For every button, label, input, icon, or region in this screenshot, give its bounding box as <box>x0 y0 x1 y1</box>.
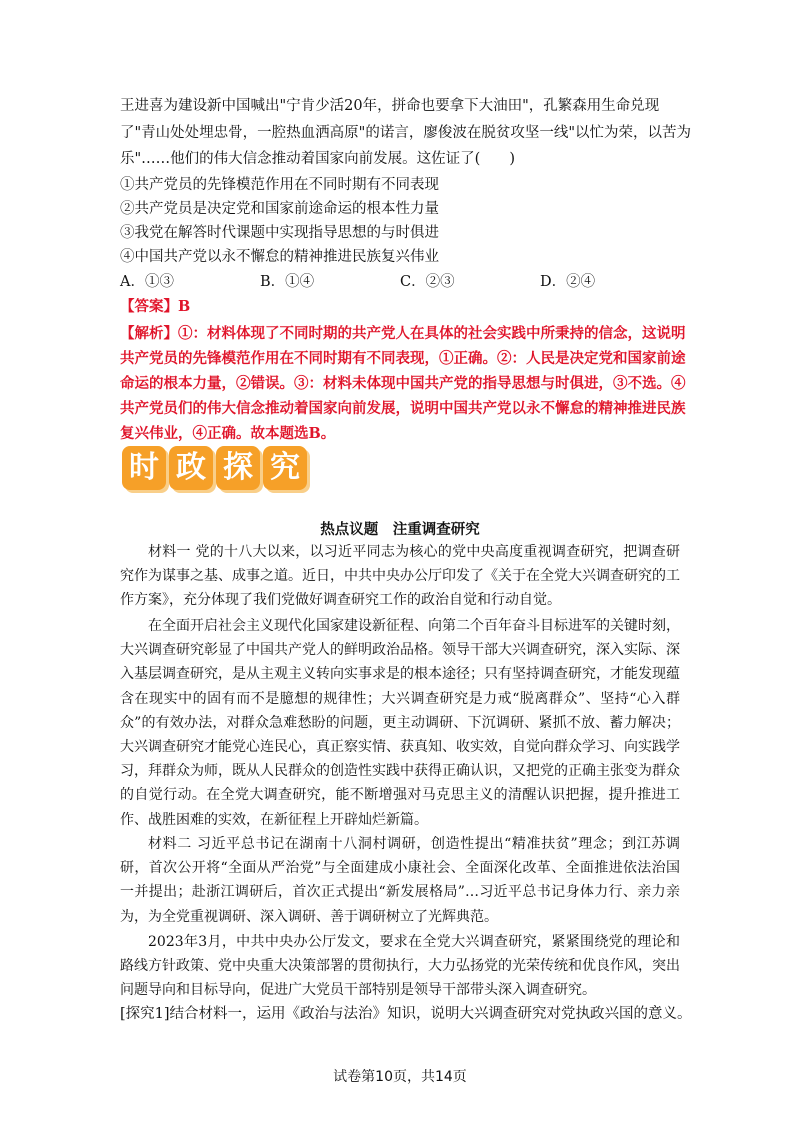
analysis-line: 共产党员们的伟大信念推动着国家向前发展，说明中国共产党以永不懈怠的精神推进民族 <box>120 400 686 417</box>
material-paragraph <box>120 930 680 1003</box>
material-line: 在全面开启社会主义现代化国家建设新征程、向第二个百年奋斗目标进军的关键时刻， <box>148 618 680 634</box>
material-line: 大兴调查研究彰显了中国共产党人的鲜明政治品格。领导干部大兴调查研究，深入实际、 <box>120 642 666 659</box>
option-c: C．②③ <box>400 274 455 290</box>
material-line: 2023年3月，中共中央办公厅发文，要求在全党大兴调查研究，紧紧围绕党的理论和 <box>148 934 680 950</box>
material-line: 国一并提出；赴浙江调研后，首次正式提出“新发展格局”…习近平总书记身体力行、亲 <box>120 860 680 901</box>
analysis-line <box>120 323 686 345</box>
material-line: “心入群众”的有效办法，对群众急难愁盼的问题，更主动调研、下沉调研、紧抓不放、 <box>120 690 680 731</box>
material-line: 确主张变为群众的自觉行动。在全党大调查研究，能不断增强对马克思主义的清醒认识 <box>120 763 680 804</box>
analysis-label: 【解析】 <box>120 325 178 342</box>
material-line: 研，首次公开将“全面从严治党”与全面建成小康社会、全面深化改革、全面推进依法治 <box>120 860 666 877</box>
topic-title: 热点议题 注重调查研究 <box>320 521 480 538</box>
material-paragraph <box>120 614 680 832</box>
material-line: 蓄力解决；大兴调查研究才能党心连民心，真正察实情、获真知、收实效，自觉向群众学 <box>120 714 680 756</box>
material-paragraph <box>120 832 680 929</box>
analysis-line: 复兴伟业，④正确。故本题选B。 <box>120 425 336 442</box>
statement-item: ④中国共产党以永不懈怠的精神推进民族复兴伟业 <box>120 249 439 265</box>
material-line: 现蕴含在现实中的固有而不是臆想的规律性；大兴调查研究是力戒“脱离群众”、坚持 <box>120 666 680 707</box>
question-line: 了"青山处处埋忠骨，一腔热血洒高原"的诺言，廖俊波在脱贫攻坚一线"以忙为荣，以苦为 <box>120 125 692 141</box>
option-a: A．①③ <box>120 274 174 290</box>
banner-char: 探 <box>216 446 260 490</box>
statement-item: ②共产党员是决定党和国家前途命运的根本性力量 <box>120 201 439 217</box>
material-line: 把握，提升推进工作、战胜困难的实效，在新征程上开辟灿烂新篇。 <box>120 787 681 828</box>
analysis-line: 命运的根本力量，②错误。③：材料未体现中国共产党的指导思想与时俱进，③不选。④ <box>120 375 686 392</box>
material-paragraph <box>120 540 680 613</box>
question-line: 乐"……他们的伟大信念推动着国家向前发展。这佐证了( ) <box>120 151 515 167</box>
answer-options <box>120 270 680 292</box>
analysis-line: 共产党员的先锋模范作用在不同时期有不同表现，①正确。②：人民是决定党和国家前途 <box>120 350 686 367</box>
material-line: 路线方针政策、党中央重大决策部署的贯彻执行，大力弘扬党的光荣传统和优良作风，突 <box>120 958 666 975</box>
answer-value: B <box>178 298 191 315</box>
answer-label: 【答案】 <box>120 298 178 315</box>
material-line: 力亲为，为全党重视调研、深入调研、善于调研树立了光辉典范。 <box>120 884 681 925</box>
material-line: 材料一 党的十八大以来，以习近平同志为核心的党中央高度重视调查研究，把调查研 <box>148 544 680 560</box>
material-line: 究作为谋事之基、成事之道。近日，中共中央办公厅印发了《关于在全党大兴调查研究的 <box>120 568 666 585</box>
answer-line <box>120 296 680 318</box>
statement-item: ③我党在解答时代课题中实现指导思想的与时俱进 <box>120 225 439 241</box>
explore-question: [探究1]结合材料一，运用《政治与法治》知识，说明大兴调查研究对党执政兴国的意义。 <box>120 1006 692 1022</box>
section-banner <box>122 446 312 498</box>
statement-item: ①共产党员的先锋模范作用在不同时期有不同表现 <box>120 177 439 193</box>
material-line: 工作方案》，充分体现了我们党做好调查研究工作的政治自觉和行动自觉。 <box>120 568 680 609</box>
page-footer: 试卷第10页，共14页 <box>333 1069 467 1085</box>
question-line: 王进喜为建设新中国喊出"宁肯少活20年，拼命也要拿下大油田"，孔繁森用生命兑现 <box>120 98 660 114</box>
banner-char: 政 <box>169 446 213 490</box>
material-line: 习、向实践学习，拜群众为师，既从人民群众的创造性实践中获得正确认识，又把党的正 <box>120 739 680 780</box>
banner-char: 时 <box>122 446 166 490</box>
material-line: 深入基层调查研究，是从主观主义转向实事求是的根本途径；只有坚持调查研究，才能发 <box>120 642 680 683</box>
material-line: 出问题导向和目标导向，促进广大党员干部特别是领导干部带头深入调查研究。 <box>120 958 680 999</box>
material-line: 材料二 习近平总书记在湖南十八洞村调研，创造性提出“精准扶贫”理念；到江苏调 <box>148 836 680 852</box>
option-d: D．②④ <box>540 274 596 290</box>
analysis-text: ①：材料体现了不同时期的共产党人在具体的社会实践中所秉持的信念，这说明 <box>178 325 686 342</box>
banner-char: 究 <box>263 446 307 490</box>
option-b: B．①④ <box>260 274 315 290</box>
